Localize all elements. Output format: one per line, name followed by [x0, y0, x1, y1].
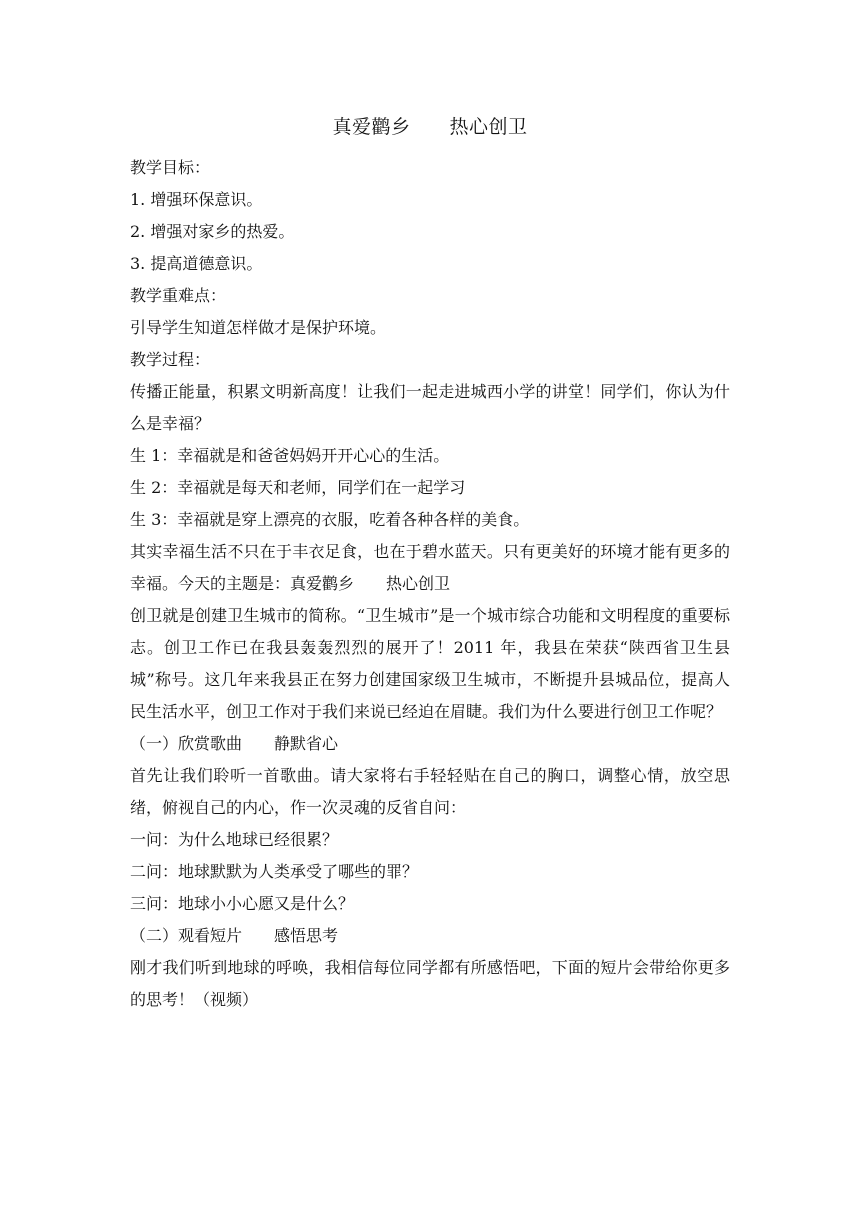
objective-item: 3. 提高道德意识。 — [130, 254, 263, 273]
body-paragraph: 刚才我们听到地球的呼唤，我相信每位同学都有所感悟吧，下面的短片会带给你更多的思考！（视频） — [130, 958, 730, 1009]
objective-item: 2. 增强对家乡的热爱。 — [130, 222, 295, 241]
question-item: 一问：为什么地球已经很累？ — [130, 830, 339, 849]
section-heading: （二）观看短片 感悟思考 — [130, 926, 339, 945]
body-paragraph: 创卫就是创建卫生城市的简称。“卫生城市”是一个城市综合功能和文明程度的重要标志。创卫工作已在我县轰轰烈烈的展开了！2011 年，我县在荣获“陕西省卫生县城”称号。这几年来我县正在努力创建国家级卫生城市，不断提升县城品位，提高人民生活水平，创卫工作对于我们来说已经迫在眉睫。我们为什么要进行创卫工作呢？ — [130, 606, 730, 721]
section-heading: （一）欣赏歌曲 静默省心 — [130, 734, 339, 753]
key-point-text: 引导学生知道怎样做才是保护环境。 — [130, 318, 387, 337]
question-item: 二问：地球默默为人类承受了哪些的罪？ — [130, 862, 419, 881]
body-paragraph: 其实幸福生活不只在于丰衣足食，也在于碧水蓝天。只有更美好的环境才能有更多的幸福。今天的主题是：真爱鹳乡 热心创卫 — [130, 542, 730, 593]
objective-item: 1. 增强环保意识。 — [130, 190, 263, 209]
student-answer: 生 3：幸福就是穿上漂亮的衣服，吃着各种各样的美食。 — [130, 510, 530, 529]
question-item: 三问：地球小小心愿又是什么？ — [130, 894, 355, 913]
heading-objectives: 教学目标： — [130, 158, 211, 177]
document-body — [130, 152, 730, 1016]
document-title: 真爱鹳乡 热心创卫 — [332, 116, 528, 138]
student-answer: 生 2：幸福就是每天和老师，同学们在一起学习 — [130, 478, 466, 497]
heading-process: 教学过程： — [130, 350, 211, 369]
body-paragraph: 首先让我们聆听一首歌曲。请大家将右手轻轻贴在自己的胸口，调整心情，放空思绪，俯视自己的内心，作一次灵魂的反省自问： — [130, 766, 730, 817]
body-paragraph: 传播正能量，积累文明新高度！让我们一起走进城西小学的讲堂！同学们，你认为什么是幸福？ — [130, 382, 730, 433]
student-answer: 生 1：幸福就是和爸爸妈妈开开心心的生活。 — [130, 446, 450, 465]
heading-key-points: 教学重难点： — [130, 286, 227, 305]
